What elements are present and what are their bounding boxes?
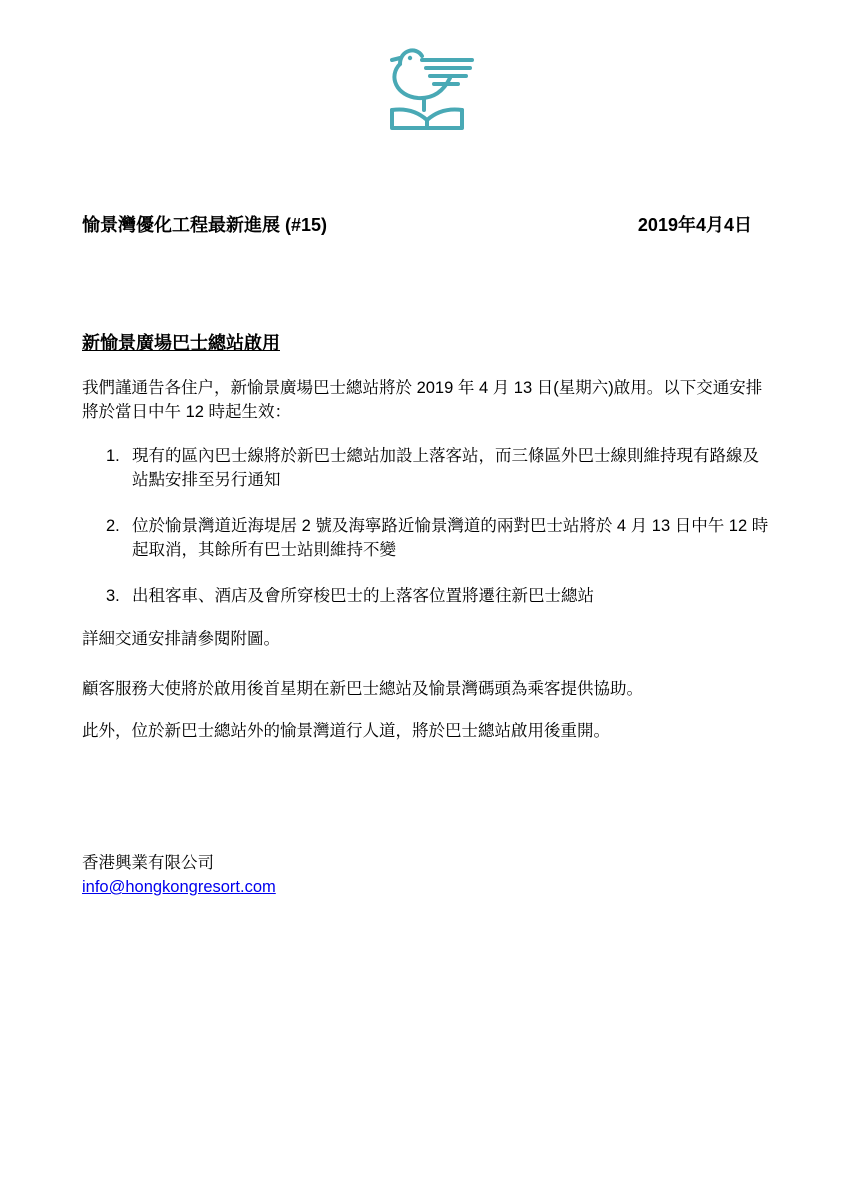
ambassador-paragraph: 顧客服務大使將於啟用後首星期在新巴士總站及愉景灣碼頭為乘客提供協助。 xyxy=(82,680,643,698)
company-name: 香港興業有限公司 xyxy=(82,854,214,872)
list-item-number: 1. xyxy=(106,447,120,465)
email-link[interactable]: info@hongkongresort.com xyxy=(82,878,276,896)
list-item-text: 位於愉景灣道近海堤居 2 號及海寧路近愉景灣道的兩對巴士站將於 4 月 13 日中午 12 時起取消，其餘所有巴士站則維持不變 xyxy=(132,517,769,559)
list-item xyxy=(106,584,772,608)
list-item xyxy=(106,444,772,492)
dove-book-logo-icon xyxy=(378,38,476,130)
page-title: 愉景灣優化工程最新進展 (#15) xyxy=(82,215,328,235)
notice-date: 2019年4月4日 xyxy=(637,215,752,235)
list-item xyxy=(106,514,772,562)
section-heading: 新愉景廣場巴士總站啟用 xyxy=(82,333,280,353)
list-item-text: 出租客車、酒店及會所穿梭巴士的上落客位置將遷往新巴士總站 xyxy=(132,587,594,605)
list-item-number: 3. xyxy=(106,587,120,605)
intro-paragraph: 我們謹通告各住户，新愉景廣場巴士總站將於 2019 年 4 月 13 日(星期六)啟用。以下交通安排將於當日中午 12 時起生效： xyxy=(82,379,763,421)
details-paragraph: 詳細交通安排請參閱附圖。 xyxy=(82,630,280,648)
list-item-text: 現有的區內巴士線將於新巴士總站加設上落客站，而三條區外巴士線則維持現有路線及站點安排至另行通知 xyxy=(132,447,759,489)
list-item-number: 2. xyxy=(106,517,120,535)
walkway-paragraph: 此外，位於新巴士總站外的愉景灣道行人道，將於巴士總站啟用後重開。 xyxy=(82,722,610,740)
